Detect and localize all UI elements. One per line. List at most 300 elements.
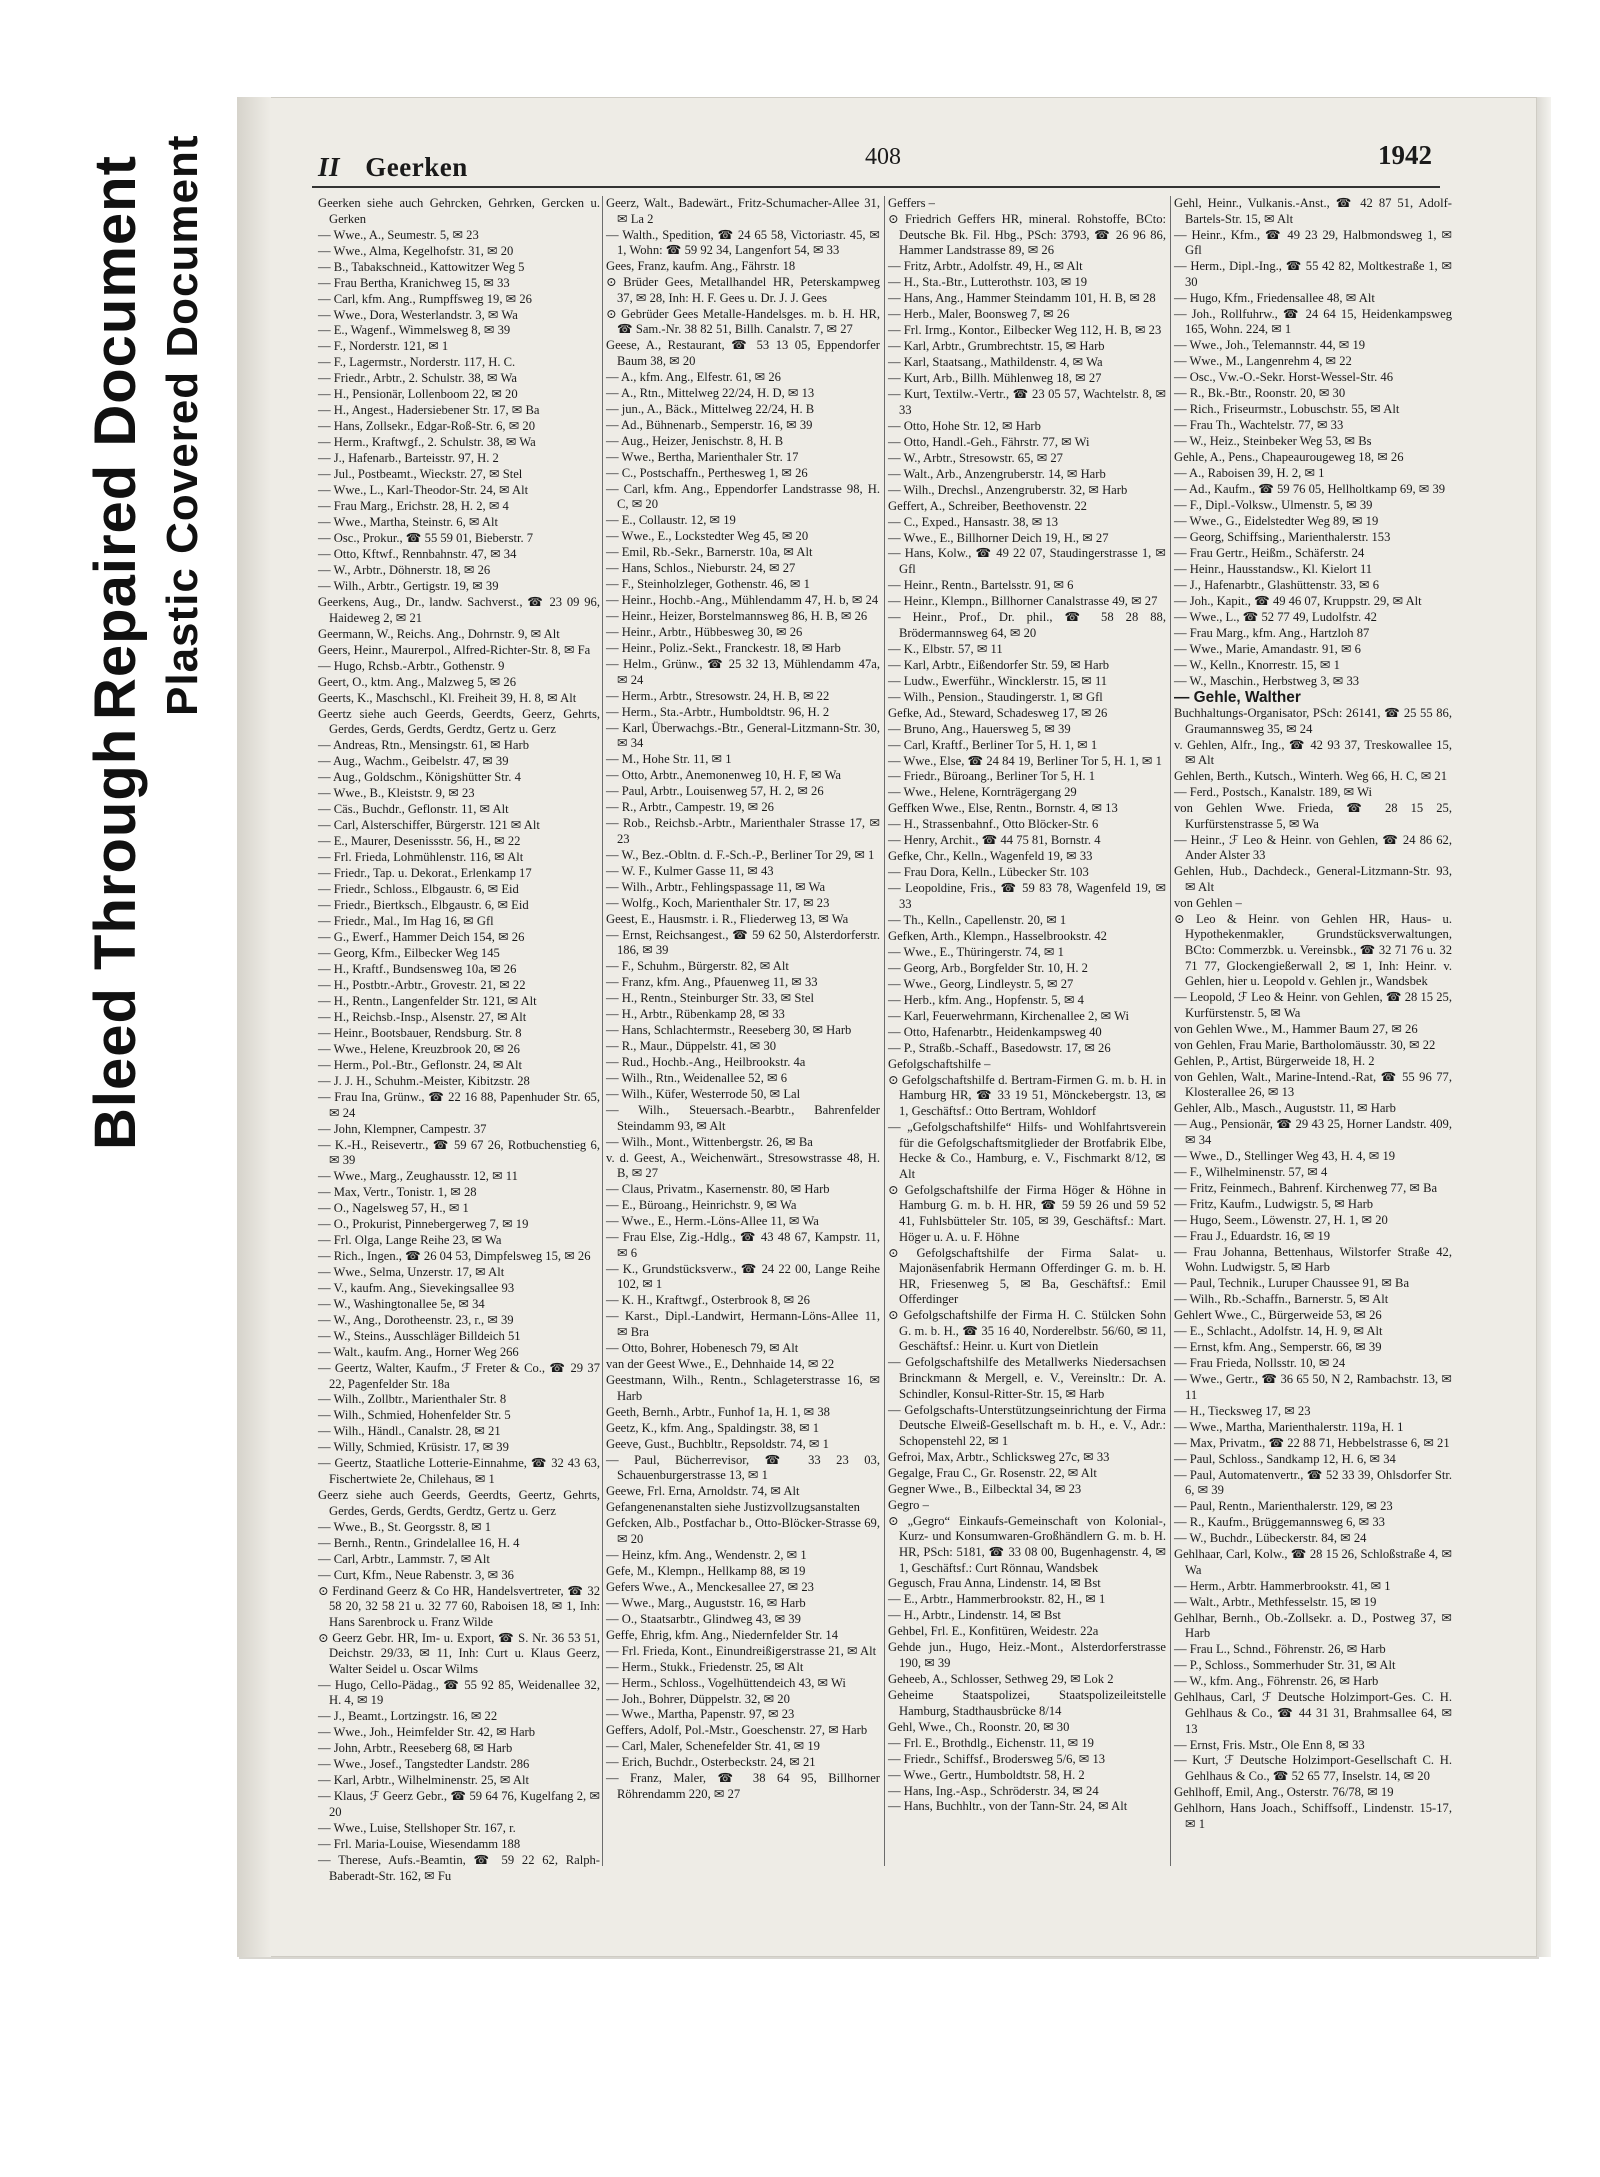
directory-entry: — Herm., Arbtr. Hammerbrookstr. 41, ✉ 1: [1174, 1578, 1391, 1593]
directory-entry: — Herm., Dipl.-Ing., ☎ 55 42 82, Moltkestraße 1, ✉ 30: [1174, 259, 1452, 289]
directory-entry: — R., Bk.-Btr., Roonstr. 20, ✉ 30: [1174, 386, 1346, 401]
directory-entry: — „Gefolgschaftshilfe“ Hilfs- und Wohlfahrtsverein für die Gefolgschaftsmitglieder der Brotfabrik Elbe, Hecke & Co., Hamburg, e. V., Fischmarkt 8/12, ✉ Alt: [888, 1119, 1166, 1181]
directory-entry: — Rich., Ingen., ☎ 26 04 53, Dimpfelsweg 15, ✉ 26: [318, 1249, 591, 1264]
directory-entry: — Friedr., Tap. u. Dekorat., Erlenkamp 17: [318, 866, 532, 881]
directory-entry: — Georg, Kfm., Eilbecker Weg 145: [318, 946, 500, 961]
directory-entry: — Wwe., Joh., Heimfelder Str. 42, ✉ Harb: [318, 1725, 536, 1740]
directory-entry: — Walt., kaufm. Ang., Horner Weg 266: [318, 1344, 519, 1359]
directory-entry: Gefken, Arth., Klempn., Hasselbrookstr. 42: [888, 928, 1107, 943]
directory-entry: — Wwe., Alma, Kegelhofstr. 31, ✉ 20: [318, 243, 514, 258]
directory-entry: — Hans, Ang., Hammer Steindamm 101, H. B, ✉ 28: [888, 291, 1156, 306]
directory-entry: von Gehlen Wwe., M., Hammer Baum 27, ✉ 26: [1174, 1021, 1418, 1036]
directory-entry: — F., Lagermstr., Norderstr. 117, H. C.: [318, 355, 516, 370]
directory-entry: — H., Rentn., Langenfelder Str. 121, ✉ Alt: [318, 994, 537, 1009]
directory-entry: ⊙ Gefolgschaftshilfe d. Bertram-Firmen G. m. b. H. in Hamburg HR, ☎ 33 19 51, Mönckebergstr. 13, ✉ 1, Geschäftsf.: Otto Bertram, Wohldorf: [888, 1072, 1166, 1118]
directory-entry: — J., Hafenarbtr., Glashüttenstr. 33, ✉ 6: [1174, 578, 1380, 593]
directory-entry: — E., Schlacht., Adolfstr. 14, H. 9, ✉ Alt: [1174, 1324, 1383, 1339]
directory-entry: Gefroi, Max, Arbtr., Schlicksweg 27c, ✉ 33: [888, 1449, 1110, 1464]
directory-entry: — Henry, Archit., ☎ 44 75 81, Bornstr. 4: [888, 833, 1101, 848]
directory-entry: — Ernst, Reichsangest., ☎ 59 62 50, Alsterdorferstr. 186, ✉ 39: [606, 927, 880, 958]
directory-entry: — C., Exped., Hansastr. 38, ✉ 13: [888, 514, 1059, 529]
directory-entry: — Andreas, Rtn., Mensingstr. 61, ✉ Harb: [318, 738, 529, 753]
directory-entry: — K. H., Kraftwgf., Osterbrook 8, ✉ 26: [606, 1293, 810, 1308]
directory-entry: Gefke, Chr., Kelln., Wagenfeld 19, ✉ 33: [888, 849, 1093, 864]
directory-entry: Geffers, Adolf, Pol.-Mstr., Goeschenstr. 27, ✉ Harb: [606, 1723, 868, 1738]
directory-entry: — Carl, Maler, Schenefelder Str. 41, ✉ 19: [606, 1739, 820, 1754]
directory-entry: — Helm., Grünw., ☎ 25 32 13, Mühlendamm 47a, ✉ 24: [606, 657, 880, 687]
directory-entry: — Osc., Prokur., ☎ 55 59 01, Bieberstr. 7: [318, 531, 534, 546]
directory-entry: Gegalge, Frau C., Gr. Rosenstr. 22, ✉ Alt: [888, 1465, 1097, 1480]
directory-entry: — Aug., Heizer, Jenischstr. 8, H. B: [606, 433, 784, 448]
directory-entry: Geestmann, Wilh., Rentn., Schlageterstrasse 16, ✉ Harb: [606, 1372, 880, 1403]
directory-entry: — Aug., Pensionär, ☎ 29 43 25, Horner Landstr. 409, ✉ 34: [1174, 1117, 1452, 1147]
directory-entry: v. d. Geest, A., Weichenwärt., Stresowstrasse 48, H. B, ✉ 27: [606, 1150, 880, 1181]
directory-entry: — E., Maurer, Desenissstr. 56, H., ✉ 22: [318, 834, 521, 849]
page-spine-shadow: [237, 97, 271, 1957]
directory-entry: — Otto, Hohe Str. 12, ✉ Harb: [888, 418, 1041, 433]
directory-entry: Gehl, Heinr., Vulkanis.-Anst., ☎ 42 87 51, Adolf-Bartels-Str. 15, ✉ Alt: [1174, 196, 1452, 226]
directory-entry: — Georg, Schiffsing., Marienthalerstr. 153: [1174, 530, 1391, 545]
directory-entry: Gehbel, Frl. E., Konfitüren, Weidestr. 22a: [888, 1624, 1099, 1639]
directory-entry: — Heinr., Kfm., ☎ 49 23 29, Halbmondsweg 1, ✉ Gfl: [1174, 227, 1452, 258]
directory-entry: — Frau Dora, Kelln., Lübecker Str. 103: [888, 865, 1089, 880]
directory-entry: — Hugo, Cello-Pädag., ☎ 55 92 85, Weidenallee 32, H. 4, ✉ 19: [318, 1677, 600, 1708]
directory-entry: Gehlhoff, Emil, Ang., Osterstr. 76/78, ✉ 19: [1174, 1785, 1394, 1800]
directory-entry: ⊙ Brüder Gees, Metallhandel HR, Peterskampweg 37, ✉ 28, Inh: H. F. Gees u. Dr. J. J. Gees: [606, 275, 880, 305]
header-rule: [312, 186, 1440, 188]
directory-entry: — Karl, Arbtr., Eißendorfer Str. 59, ✉ Harb: [888, 657, 1110, 672]
directory-entry: — W., Arbtr., Döhnerstr. 18, ✉ 26: [318, 563, 491, 578]
directory-entry: — Max, Privatm., ☎ 22 88 71, Hebbelstrasse 6, ✉ 21: [1174, 1435, 1450, 1450]
directory-entry: — Gefolgschafts-Unterstützungseinrichtung der Firma Deutsche Elweiß-Gesellschaft m. b. H., e. V., Adr.: Schopenstehl 22, ✉ 1: [888, 1402, 1166, 1448]
directory-entry: — Heinr., Arbtr., Hübbesweg 30, ✉ 26: [606, 625, 803, 640]
directory-entry: — Herm., Schloss., Vogelhüttendeich 43, ✉ Wi: [606, 1675, 846, 1690]
directory-entry: — Claus, Privatm., Kasernenstr. 80, ✉ Harb: [606, 1182, 830, 1197]
directory-entry: — W., Ang., Dorotheenstr. 23, r., ✉ 39: [318, 1312, 514, 1327]
directory-entry: — Willy, Schmied, Krüsistr. 17, ✉ 39: [318, 1440, 509, 1455]
directory-entry: — Karl, Staatsang., Mathildenstr. 4, ✉ Wa: [888, 355, 1103, 370]
directory-entry: Gehlen, Hub., Dachdeck., General-Litzmann-Str. 93, ✉ Alt: [1174, 864, 1452, 894]
directory-entry: — Heinr., Klempn., Billhorner Canalstrasse 49, ✉ 27: [888, 594, 1158, 609]
directory-entry: — Frau Frieda, Nollsstr. 10, ✉ 24: [1174, 1356, 1346, 1371]
directory-entry: Geerz, Walt., Badewärt., Fritz-Schumacher-Allee 31, ✉ La 2: [606, 196, 880, 226]
directory-entry: — Frl. Olga, Lange Reihe 23, ✉ Wa: [318, 1233, 502, 1248]
directory-entry: — Frl. E., Brothdlg., Eichenstr. 11, ✉ 19: [888, 1735, 1094, 1750]
directory-entry: — Hugo, Rchsb.-Arbtr., Gothenstr. 9: [318, 658, 505, 673]
directory-entry: — Ernst, kfm. Ang., Semperstr. 66, ✉ 39: [1174, 1340, 1382, 1355]
directory-entry: — R., Kaufm., Brüggemannsweg 6, ✉ 33: [1174, 1515, 1385, 1530]
directory-entry: — Ernst, Fris. Mstr., Ole Enn 8, ✉ 33: [1174, 1737, 1365, 1752]
directory-entry: — Ad., Bühnenarb., Semperstr. 16, ✉ 39: [606, 417, 813, 432]
directory-entry: — B., Tabakschneid., Kattowitzer Weg 5: [318, 259, 525, 274]
directory-entry: — V., kaufm. Ang., Sievekingsallee 93: [318, 1280, 515, 1295]
directory-entry: — O., Staatsarbtr., Glindweg 43, ✉ 39: [606, 1611, 801, 1626]
directory-entry: — H., Sta.-Btr., Lutterothstr. 103, ✉ 19: [888, 275, 1088, 290]
directory-entry: — Herm., Sta.-Arbtr., Humboldtstr. 96, H. 2: [606, 704, 830, 719]
directory-entry: — Wwe., A., Seumestr. 5, ✉ 23: [318, 227, 479, 242]
directory-entry: — Carl, Alsterschiffer, Bürgerstr. 121 ✉ Alt: [318, 818, 540, 833]
directory-entry: Geermann, W., Reichs. Ang., Dohrnstr. 9, ✉ Alt: [318, 626, 560, 641]
directory-entry: — Max, Vertr., Tonistr. 1, ✉ 28: [318, 1185, 477, 1200]
directory-entry: — F., Dipl.-Volksw., Ulmenstr. 5, ✉ 39: [1174, 498, 1373, 513]
directory-entry: — Wwe., Marie, Amandastr. 91, ✉ 6: [1174, 642, 1361, 656]
directory-entry: — Otto, Handl.-Geh., Fährstr. 77, ✉ Wi: [888, 434, 1090, 449]
directory-entry: Geffken Wwe., Else, Rentn., Bornstr. 4, ✉ 13: [888, 801, 1118, 816]
directory-entry: — Hans, Kolw., ☎ 49 22 07, Staudingerstrasse 1, ✉ Gfl: [888, 546, 1166, 577]
column-1: [318, 196, 600, 1883]
directory-entry: — Gehle, Walther: [1174, 688, 1301, 706]
section-numeral: II: [318, 152, 341, 182]
directory-entry: — Wwe., Martha, Papenstr. 97, ✉ 23: [606, 1707, 795, 1722]
directory-entry: — Carl, Kraftf., Berliner Tor 5, H. 1, ✉ 1: [888, 737, 1098, 752]
directory-entry: Gehlert Wwe., C., Bürgerweide 53, ✉ 26: [1174, 1308, 1382, 1323]
directory-entry: von Gehlen Wwe. Frieda, ☎ 28 15 25, Kurfürstenstrasse 5, ✉ Wa: [1174, 801, 1452, 831]
repaired-document-stamp: Repaired Document: [83, 155, 148, 720]
directory-entry: — Carl, kfm. Ang., Rumpffsweg 19, ✉ 26: [318, 291, 532, 306]
directory-entry: — W., Washingtonallee 5e, ✉ 34: [318, 1296, 485, 1311]
directory-entry: — Wwe., Gertr., ☎ 36 65 50, N 2, Rambachstr. 13, ✉ 11: [1174, 1372, 1452, 1402]
directory-entry: — Herm., Arbtr., Stresowstr. 24, H. B, ✉ 22: [606, 688, 830, 703]
directory-entry: — John, Arbtr., Reeseberg 68, ✉ Harb: [318, 1741, 513, 1756]
directory-entry: — Frau Ina, Grünw., ☎ 22 16 88, Papenhuder Str. 65, ✉ 24: [318, 1089, 600, 1120]
directory-entry: — Wilh., Rtn., Weidenallee 52, ✉ 6: [606, 1071, 788, 1086]
directory-entry: — P., Straßb.-Schaff., Basedowstr. 17, ✉ 26: [888, 1040, 1111, 1055]
directory-entry: Geheime Staatspolizei, Staatspolizeileitstelle Hamburg, Stadthausbrücke 8/14: [888, 1687, 1166, 1718]
directory-entry: — Aug., Wachm., Geibelstr. 47, ✉ 39: [318, 754, 509, 769]
directory-entry: — Wilh., Mont., Wittenbergstr. 26, ✉ Ba: [606, 1134, 813, 1149]
directory-entry: — Wilh., Zollbtr., Marienthaler Str. 8: [318, 1392, 507, 1407]
directory-entry: von Gehlen, Frau Marie, Bartholomäusstr. 30, ✉ 22: [1174, 1037, 1436, 1052]
column-4: [1174, 196, 1452, 1866]
directory-entry: — Leopoldine, Fris., ☎ 59 83 78, Wagenfeld 19, ✉ 33: [888, 881, 1166, 911]
directory-entry: — Bruno, Ang., Hauersweg 5, ✉ 39: [888, 721, 1071, 736]
directory-entry: — Frl. Irmg., Kontor., Eilbecker Weg 112, H. B, ✉ 23: [888, 323, 1162, 338]
directory-entry: — Paul, Arbtr., Louisenweg 57, H. 2, ✉ 26: [606, 784, 824, 799]
directory-entry: Geffers –: [888, 196, 935, 210]
directory-entry: — Wilh., Händl., Canalstr. 28, ✉ 21: [318, 1424, 501, 1439]
page-edge: [1537, 97, 1551, 1957]
directory-entry: — Hans, Ing.-Asp., Schröderstr. 34, ✉ 24: [888, 1783, 1099, 1798]
directory-entry: — Karl, Feuerwehrmann, Kirchenallee 2, ✉ Wi: [888, 1008, 1129, 1023]
directory-entry: — Wolfg., Koch, Marienthaler Str. 17, ✉ 23: [606, 895, 830, 910]
column-divider: [602, 196, 603, 1866]
directory-entry: von Gehlen –: [1174, 895, 1242, 910]
directory-entry: Gegro –: [888, 1497, 929, 1512]
directory-entry: — Paul, Technik., Luruper Chaussee 91, ✉ Ba: [1174, 1276, 1410, 1291]
directory-entry: — K., Grundstücksverw., ☎ 24 22 00, Lange Reihe 102, ✉ 1: [606, 1261, 880, 1292]
directory-entry: — Hans, Schlos., Nieburstr. 24, ✉ 27: [606, 561, 796, 576]
directory-entry: — Frau Gertr., Heißm., Schäferstr. 24: [1174, 546, 1365, 561]
directory-entry: — E., Arbtr., Hammerbrookstr. 82, H., ✉ 1: [888, 1592, 1106, 1607]
directory-entry: — H., Tiecksweg 17, ✉ 23: [1174, 1403, 1311, 1418]
directory-entry: — J., Beamt., Lortzingstr. 16, ✉ 22: [318, 1709, 498, 1724]
directory-entry: ⊙ Gebrüder Gees Metalle-Handelsges. m. b. H. HR, ☎ Sam.-Nr. 38 82 51, Billh. Canalstr. 7, ✉ 27: [606, 306, 880, 337]
directory-entry: ⊙ Ferdinand Geerz & Co HR, Handelsvertreter, ☎ 32 58 20, 32 58 21 u. 32 77 60, Raboisen 18, ✉ 1, Inh: Hans Sarenbrock u. Franz Wilde: [318, 1583, 600, 1629]
directory-entry: — Georg, Arb., Borgfelder Str. 10, H. 2: [888, 960, 1088, 975]
directory-entry: — Herm., Stukk., Friedenstr. 25, ✉ Alt: [606, 1659, 804, 1674]
directory-entry: — Klaus, ℱ Geerz Gebr., ☎ 59 64 76, Kugelfang 2, ✉ 20: [318, 1789, 600, 1819]
directory-entry: Gehlhaus, Carl, ℱ Deutsche Holzimport-Ges. C. H. Gehlhaus & Co., ☎ 44 31 31, Brahmsallee 64, ✉ 13: [1174, 1690, 1452, 1736]
directory-entry: — Kurt, Arb., Billh. Mühlenweg 18, ✉ 27: [888, 371, 1102, 386]
directory-entry: — Wilh., Arbtr., Fehlingspassage 11, ✉ Wa: [606, 879, 826, 894]
directory-entry: — W., Buchdr., Lübeckerstr. 84, ✉ 24: [1174, 1531, 1367, 1546]
directory-entry: — Wwe., Joh., Telemannstr. 44, ✉ 19: [1174, 338, 1366, 353]
directory-entry: — Ad., Kaufm., ☎ 59 76 05, Hellholtkamp 69, ✉ 39: [1174, 482, 1446, 497]
directory-entry: ⊙ Leo & Heinr. von Gehlen HR, Haus- u. Hypothekenmakler, Grundstücksverwaltungen, BCto: Commerzbk. u. Vereinsbk., ☎ 32 71 76 u. 32 71 77, Glockengießerwall 2, ✉ 1, Inh: Heinr. v. Gehlen, hier u. Leopold v. Gehlen jr., Wandsbek: [1174, 911, 1452, 989]
directory-entry: Geest, E., Hausmstr. i. R., Fliederweg 13, ✉ Wa: [606, 911, 849, 926]
directory-entry: ⊙ Gefolgschaftshilfe der Firma Salat- u. Majonäsenfabrik Hermann Offerdinger G. m. b. H. HR, Friesenweg 5, ✉ Ba, Geschäftsf.: Emil Offerdinger: [888, 1245, 1166, 1307]
column-divider: [1170, 196, 1171, 1866]
directory-entry: — H., Pensionär, Lollenboom 22, ✉ 20: [318, 387, 518, 402]
directory-entry: — R., Arbtr., Campestr. 19, ✉ 26: [606, 800, 774, 815]
directory-entry: — Hugo, Seem., Löwenstr. 27, H. 1, ✉ 20: [1174, 1212, 1388, 1227]
directory-entry: — Jul., Postbeamt., Wieckstr. 27, ✉ Stel: [318, 467, 523, 482]
directory-entry: — Otto, Kftwf., Rennbahnstr. 47, ✉ 34: [318, 547, 517, 562]
directory-entry: — W., Steins., Ausschläger Billdeich 51: [318, 1328, 521, 1343]
directory-entry: — Friedr., Mal., Im Hag 16, ✉ Gfl: [318, 914, 494, 929]
directory-entry: — Wilh., Pension., Staudingerstr. 1, ✉ Gfl: [888, 689, 1103, 704]
directory-entry: — Rud., Hochb.-Ang., Heilbrookstr. 4a: [606, 1055, 806, 1070]
directory-entry: — Rich., Friseurmstr., Lobuschstr. 55, ✉ Alt: [1174, 402, 1400, 417]
directory-entry: — Friedr., Schiffsf., Brodersweg 5/6, ✉ 13: [888, 1751, 1106, 1766]
column-2: [606, 196, 880, 1866]
directory-entry: — Heinr., Hochb.-Ang., Mühlendamm 47, H. b, ✉ 24: [606, 593, 879, 608]
directory-entry: Geeth, Bernh., Arbtr., Funhof 1a, H. 1, ✉ 38: [606, 1404, 830, 1419]
directory-entry: — Wwe., B., Kleiststr. 9, ✉ 23: [318, 786, 475, 801]
directory-entry: — F., Wilhelminenstr. 57, ✉ 4: [1174, 1164, 1328, 1179]
directory-entry: Buchhaltungs-Organisator, PSch: 26141, ☎ 25 55 86, Graumannsweg 35, ✉ 24: [1174, 705, 1452, 736]
directory-entry: — Frau Marg., kfm. Ang., Hartzloh 87: [1174, 626, 1370, 641]
directory-entry: — F., Norderstr. 121, ✉ 1: [318, 339, 449, 354]
directory-entry: — P., Schloss., Sommerhuder Str. 31, ✉ Alt: [1174, 1658, 1396, 1673]
directory-entry: Geers, Heinr., Maurerpol., Alfred-Richter-Str. 8, ✉ Fa: [318, 642, 591, 657]
directory-entry: — Wwe., B., St. Georgsstr. 8, ✉ 1: [318, 1519, 492, 1534]
directory-entry: — John, Klempner, Campestr. 37: [318, 1121, 487, 1136]
directory-entry: ⊙ „Gegro“ Einkaufs-Gemeinschaft von Kolonial-, Kurz- und Konsumwaren-Großhändlern G. m. b. H. HR, PSch: 5181, ☎ 33 08 00, Bugenhagenstr. 4, ✉ 1, Geschäftsf.: Curt Rönnau, Wandsbek: [888, 1513, 1166, 1575]
directory-entry: — H., Strassenbahnf., Otto Blöcker-Str. 6: [888, 817, 1099, 832]
directory-entry: — Hans, Buchhltr., von der Tann-Str. 24, ✉ Alt: [888, 1799, 1128, 1814]
directory-entry: — Heinr., Prof., Dr. phil., ☎ 58 28 88, Brödermannsweg 64, ✉ 20: [888, 610, 1166, 640]
directory-entry: — Frl. Frieda, Lohmühlenstr. 116, ✉ Alt: [318, 850, 524, 865]
directory-entry: — Friedr., Arbtr., 2. Schulstr. 38, ✉ Wa: [318, 371, 517, 386]
directory-entry: Geertz siehe auch Geerds, Geerdts, Geerz, Gehrts, Gerdes, Gerds, Gerdts, Gerdtz, Gertz u. Gerz: [318, 706, 600, 737]
directory-entry: — Fritz, Feinmech., Bahrenf. Kirchenweg 77, ✉ Ba: [1174, 1180, 1438, 1195]
column-divider: [884, 196, 885, 1866]
directory-entry: — Otto, Bohrer, Hobenesch 79, ✉ Alt: [606, 1341, 799, 1356]
directory-entry: — W., Arbtr., Stresowstr. 65, ✉ 27: [888, 450, 1063, 465]
directory-entry: — Carl, Arbtr., Lammstr. 7, ✉ Alt: [318, 1551, 490, 1566]
directory-entry: — Frl. Maria-Louise, Wiesendamm 188: [318, 1836, 521, 1851]
directory-entry: — Geertz, Walter, Kaufm., ℱ Freter & Co., ☎ 29 37 22, Pagenfelder Str. 18a: [318, 1360, 600, 1391]
directory-entry: — Aug., Goldschm., Königshütter Str. 4: [318, 770, 521, 785]
directory-entry: — Paul, Schloss., Sandkamp 12, H. 6, ✉ 34: [1174, 1451, 1396, 1466]
directory-entry: — Karst., Dipl.-Landwirt, Hermann-Löns-Allee 11, ✉ Bra: [606, 1309, 880, 1340]
directory-entry: Gehlen, P., Artist, Bürgerweide 18, H. 2: [1174, 1053, 1375, 1068]
directory-entry: — Heinr., Poliz.-Sekt., Franckestr. 18, ✉ Harb: [606, 641, 841, 656]
directory-entry: — Bernh., Rentn., Grindelallee 16, H. 4: [318, 1535, 520, 1550]
directory-entry: — Karl, Überwachgs.-Btr., General-Litzmann-Str. 30, ✉ 34: [606, 720, 880, 751]
directory-entry: — Paul, Rentn., Marienthalerstr. 129, ✉ 23: [1174, 1499, 1393, 1514]
plastic-covered-stamp: Plastic Covered Document: [158, 134, 207, 716]
directory-entry: — Erich, Buchdr., Osterbeckstr. 24, ✉ 21: [606, 1755, 816, 1770]
directory-entry: Gehl, Wwe., Ch., Roonstr. 20, ✉ 30: [888, 1719, 1070, 1734]
directory-entry: Gefangenenanstalten siehe Justizvollzugsanstalten: [606, 1500, 860, 1515]
directory-entry: — Heinr., Rentn., Bartelsstr. 91, ✉ 6: [888, 578, 1074, 593]
directory-entry: Gehde jun., Hugo, Heiz.-Mont., Alsterdorferstrasse 190, ✉ 39: [888, 1640, 1166, 1671]
directory-entry: — Wwe., Dora, Westerlandstr. 3, ✉ Wa: [318, 307, 518, 322]
directory-entry: — Wilh., Arbtr., Gertigstr. 19, ✉ 39: [318, 579, 499, 594]
directory-entry: — Wwe., E., Lockstedter Weg 45, ✉ 20: [606, 529, 809, 544]
directory-entry: — Wwe., Marg., Zeughausstr. 12, ✉ 11: [318, 1169, 518, 1184]
directory-entry: — Wwe., E., Thüringerstr. 74, ✉ 1: [888, 944, 1064, 959]
directory-entry: — R., Maur., Düppelstr. 41, ✉ 30: [606, 1039, 777, 1054]
directory-entry: — W., Bez.-Obltn. d. F.-Sch.-P., Berliner Tor 29, ✉ 1: [606, 847, 875, 862]
directory-entry: — A., kfm. Ang., Elfestr. 61, ✉ 26: [606, 369, 781, 384]
directory-entry: — Otto, Hafenarbtr., Heidenkampsweg 40: [888, 1024, 1102, 1039]
directory-entry: — J. J. H., Schuhm.-Meister, Kibitzstr. 28: [318, 1073, 530, 1088]
directory-entry: von Gehlen, Walt., Marine-Intend.-Rat, ☎ 55 96 77, Klosterallee 26, ✉ 13: [1174, 1069, 1452, 1100]
directory-entry: — Frau Th., Wachtelstr. 77, ✉ 33: [1174, 418, 1344, 433]
directory-entry: — E., Collaustr. 12, ✉ 19: [606, 513, 736, 528]
directory-entry: Gefcken, Alb., Postfachar b., Otto-Blöcker-Strasse 69, ✉ 20: [606, 1516, 880, 1546]
directory-entry: — O., Nagelsweg 57, H., ✉ 1: [318, 1201, 469, 1216]
directory-entry: — H., Postbtr.-Arbtr., Grovestr. 21, ✉ 22: [318, 978, 526, 993]
directory-entry: Geerz siehe auch Geerds, Geerdts, Geertz, Gehrts, Gerdes, Gerds, Gerdts, Gerdtz, Gertz u. Gerz: [318, 1488, 600, 1518]
directory-entry: — H., Arbtr., Rübenkamp 28, ✉ 33: [606, 1007, 785, 1022]
directory-entry: — Th., Kelln., Capellenstr. 20, ✉ 1: [888, 912, 1067, 927]
directory-entry: — E., Büroang., Heinrichstr. 9, ✉ Wa: [606, 1198, 797, 1213]
directory-entry: — Wwe., Josef., Tangstedter Landstr. 286: [318, 1757, 530, 1772]
directory-entry: — Kurt, Textilw.-Vertr., ☎ 23 05 57, Wachtelstr. 8, ✉ 33: [888, 387, 1166, 417]
directory-entry: Geeve, Gust., Buchbltr., Repsoldstr. 74, ✉ 1: [606, 1436, 829, 1451]
directory-entry: — Paul, Automatenvertr., ☎ 52 33 39, Ohlsdorfer Str. 6, ✉ 39: [1174, 1467, 1452, 1498]
directory-entry: — Walt., Arb., Anzengruberstr. 14, ✉ Harb: [888, 466, 1106, 481]
directory-entry: Geerkens, Aug., Dr., landw. Sachverst., ☎ 23 09 96, Haideweg 2, ✉ 21: [318, 595, 600, 625]
directory-entry: Gehlen, Berth., Kutsch., Winterh. Weg 66, H. C, ✉ 21: [1174, 769, 1447, 784]
directory-entry: — Otto, Arbtr., Anemonenweg 10, H. F, ✉ Wa: [606, 768, 841, 783]
directory-entry: — Wwe., E., Herm.-Löns-Allee 11, ✉ Wa: [606, 1214, 819, 1229]
directory-entry: — Frau Johanna, Bettenhaus, Wilstorfer Straße 42, Wohn. Ludwigstr. 5, ✉ Harb: [1174, 1244, 1452, 1275]
directory-entry: — H., Kraftf., Bundsensweg 10a, ✉ 26: [318, 962, 517, 977]
directory-entry: Geewe, Frl. Erna, Arnoldstr. 74, ✉ Alt: [606, 1484, 800, 1499]
directory-entry: — W., Kelln., Knorrestr. 15, ✉ 1: [1174, 657, 1340, 672]
directory-entry: — Heinr., Bootsbauer, Rendsburg. Str. 8: [318, 1026, 522, 1041]
directory-entry: — Osc., Vw.-O.-Sekr. Horst-Wessel-Str. 46: [1174, 370, 1394, 385]
directory-entry: Gefke, Ad., Steward, Schadesweg 17, ✉ 26: [888, 705, 1108, 720]
directory-entry: Geerken siehe auch Gehrcken, Gehrken, Gercken u. Gerken: [318, 196, 600, 226]
directory-entry: — F., Schuhm., Bürgerstr. 82, ✉ Alt: [606, 959, 789, 974]
directory-entry: Gegusch, Frau Anna, Lindenstr. 14, ✉ Bst: [888, 1576, 1101, 1591]
directory-entry: — Herm., Pol.-Btr., Geflonstr. 24, ✉ Alt: [318, 1057, 523, 1072]
directory-entry: — Wwe., Helene, Kreuzbrook 20, ✉ 26: [318, 1042, 520, 1056]
directory-entry: v. Gehlen, Alfr., Ing., ☎ 42 93 37, Treskowallee 15, ✉ Alt: [1174, 737, 1452, 768]
directory-entry: — Heinz, kfm. Ang., Wendenstr. 2, ✉ 1: [606, 1547, 807, 1562]
directory-year: 1942: [1378, 140, 1432, 170]
directory-entry: — Wwe., M., Langenrehm 4, ✉ 22: [1174, 354, 1352, 369]
directory-entry: — Cäs., Buchdr., Geflonstr. 11, ✉ Alt: [318, 802, 509, 817]
directory-entry: — Friedr., Biertksch., Elbgaustr. 6, ✉ Eid: [318, 898, 529, 913]
directory-entry: Geese, A., Restaurant, ☎ 53 13 05, Eppendorfer Baum 38, ✉ 20: [606, 338, 880, 368]
directory-entry: — Joh., Bohrer, Düppelstr. 32, ✉ 20: [606, 1691, 790, 1706]
directory-entry: — Karl, Arbtr., Grumbrechtstr. 15, ✉ Harb: [888, 339, 1105, 354]
directory-entry: — Franz, kfm. Ang., Pfauenweg 11, ✉ 33: [606, 975, 818, 990]
directory-entry: Gehlhorn, Hans Joach., Schiffsoff., Lindenstr. 15-17, ✉ 1: [1174, 1801, 1452, 1831]
directory-entry: — W., Heiz., Steinbeker Weg 53, ✉ Bs: [1174, 434, 1372, 449]
directory-entry: — Herb., Maler, Boonsweg 7, ✉ 26: [888, 307, 1070, 322]
directory-entry: — Wwe., D., Stellinger Weg 43, H. 4, ✉ 19: [1174, 1148, 1396, 1163]
directory-entry: — Joh., Kapit., ☎ 49 46 07, Kruppstr. 29, ✉ Alt: [1174, 594, 1422, 609]
directory-entry: — Wwe., Luise, Stellshoper Str. 167, r.: [318, 1820, 516, 1835]
directory-entry: Gehlhar, Bernh., Ob.-Zollsekr. a. D., Postweg 37, ✉ Harb: [1174, 1610, 1452, 1641]
directory-entry: — Hugo, Kfm., Friedensallee 48, ✉ Alt: [1174, 290, 1375, 305]
directory-entry: — W. F., Kulmer Gasse 11, ✉ 43: [606, 863, 774, 878]
directory-entry: — Friedr., Schloss., Elbgaustr. 6, ✉ Eid: [318, 882, 519, 897]
directory-entry: Gehlhaar, Carl, Kolw., ☎ 28 15 26, Schloßstraße 4, ✉ Wa: [1174, 1547, 1452, 1577]
directory-entry: — Wilh., Drechsl., Anzengruberstr. 32, ✉ Harb: [888, 482, 1128, 497]
column-3: [888, 196, 1166, 1866]
directory-entry: Gefers Wwe., A., Menckesallee 27, ✉ 23: [606, 1579, 814, 1594]
directory-entry: — Hans, Schlachtermstr., Reeseberg 30, ✉ Harb: [606, 1023, 852, 1038]
directory-entry: — Curt, Kfm., Neue Rabenstr. 3, ✉ 36: [318, 1567, 514, 1582]
header-headword: Geerken: [365, 152, 468, 182]
directory-entry: — K.-H., Reisevertr., ☎ 59 67 26, Rotbuchenstieg 6, ✉ 39: [318, 1137, 600, 1168]
directory-entry: — Friedr., Büroang., Berliner Tor 5, H. 1: [888, 769, 1096, 784]
directory-entry: — Herm., Kraftwgf., 2. Schulstr. 38, ✉ Wa: [318, 435, 536, 450]
directory-entry: — Wwe., Bertha, Marienthaler Str. 17: [606, 449, 799, 464]
directory-entry: — K., Elbstr. 57, ✉ 11: [888, 641, 1003, 656]
directory-entry: Gegner Wwe., B., Eilbecktal 34, ✉ 23: [888, 1481, 1082, 1496]
directory-entry: — Wwe., Marg., Auguststr. 16, ✉ Harb: [606, 1595, 806, 1610]
directory-entry: Gefe, M., Klempn., Hellkamp 88, ✉ 19: [606, 1563, 806, 1578]
directory-entry: — Joh., Rollfuhrw., ☎ 24 64 15, Heidenkampsweg 165, Wohn. 224, ✉ 1: [1174, 306, 1452, 337]
directory-entry: — M., Hohe Str. 11, ✉ 1: [606, 752, 732, 767]
directory-entry: — jun., A., Bäck., Mittelweg 22/24, H. B: [606, 401, 815, 416]
directory-entry: — F., Steinholzleger, Gothenstr. 46, ✉ 1: [606, 577, 810, 592]
directory-entry: — Wilh., Schmied, Hohenfelder Str. 5: [318, 1408, 511, 1423]
directory-entry: — H., Angest., Hadersiebener Str. 17, ✉ Ba: [318, 403, 540, 418]
directory-entry: — E., Wagenf., Wimmelsweg 8, ✉ 39: [318, 323, 511, 338]
directory-entry: — Ludw., Ewerführ., Wincklerstr. 15, ✉ 11: [888, 673, 1108, 688]
directory-entry: — Wwe., Georg, Lindleystr. 5, ✉ 27: [888, 976, 1074, 991]
directory-entry: — W., kfm. Ang., Föhrenstr. 26, ✉ Harb: [1174, 1674, 1379, 1689]
page-number: 408: [865, 144, 901, 170]
directory-entry: — Frau L., Schnd., Föhrenstr. 26, ✉ Harb: [1174, 1642, 1386, 1657]
directory-entry: — Wwe., L., ☎ 52 77 49, Ludolfstr. 42: [1174, 610, 1377, 625]
directory-entry: Gees, Franz, kaufm. Ang., Fährstr. 18: [606, 259, 796, 274]
bleed-through-stamp: Bleed Through: [83, 727, 148, 1150]
directory-entry: — Walth., Spedition, ☎ 24 65 58, Victoriastr. 45, ✉ 1, Wohn: ☎ 59 92 34, Langenfort 54, ✉ 33: [606, 227, 880, 258]
directory-entry: ⊙ Friedrich Geffers HR, mineral. Rohstoffe, BCto: Deutsche Bk. Fil. Hbg., PSch: 3793, ☎ 26 96 86, Hammer Landstrasse 89, ✉ 26: [888, 211, 1166, 258]
directory-entry: — Walt., Arbtr., Methfesselstr. 15, ✉ 19: [1174, 1594, 1377, 1609]
directory-entry: Geert, O., ktm. Ang., Malzweg 5, ✉ 26: [318, 674, 517, 689]
directory-entry: — Therese, Aufs.-Beamtin, ☎ 59 22 62, Ralph-Baberadt-Str. 162, ✉ Fu: [318, 1852, 600, 1883]
directory-entry: — Rob., Reichsb.-Arbtr., Marienthaler Strasse 17, ✉ 23: [606, 816, 880, 846]
directory-entry: — Herb., kfm. Ang., Hopfenstr. 5, ✉ 4: [888, 992, 1084, 1007]
directory-entry: — H., Arbtr., Lindenstr. 14, ✉ Bst: [888, 1608, 1061, 1623]
directory-entry: — Frl. Frieda, Kont., Einundreißigerstrasse 21, ✉ Alt: [606, 1643, 877, 1658]
directory-entry: — Wwe., Else, ☎ 24 84 19, Berliner Tor 5, H. 1, ✉ 1: [888, 753, 1162, 768]
directory-entry: van der Geest Wwe., E., Dehnhaide 14, ✉ 22: [606, 1357, 835, 1371]
directory-entry: — Wwe., E., Billhorner Deich 19, H., ✉ 27: [888, 530, 1109, 545]
directory-entry: Geffert, A., Schreiber, Beethovenstr. 22: [888, 498, 1087, 513]
directory-entry: — Kurt, ℱ Deutsche Holzimport-Gesellschaft C. H. Gehlhaus & Co., ☎ 52 65 77, Inselstr. 14, ✉ 20: [1174, 1753, 1452, 1784]
directory-entry: — Leopold, ℱ Leo & Heinr. von Gehlen, ☎ 28 15 25, Kurfürstenstr. 5, ✉ Wa: [1174, 990, 1452, 1020]
directory-entry: Geetz, K., kfm. Ang., Spaldingstr. 38, ✉ 1: [606, 1420, 820, 1435]
directory-entry: — Heinr., Heizer, Borstelmannsweg 86, H. B, ✉ 26: [606, 609, 868, 624]
directory-entry: Geffe, Ehrig, kfm. Ang., Niedernfelder Str. 14: [606, 1627, 838, 1642]
directory-entry: — Frau Marg., Erichstr. 28, H. 2, ✉ 4: [318, 499, 509, 514]
directory-entry: — J., Hafenarb., Barteisstr. 97, H. 2: [318, 451, 499, 466]
